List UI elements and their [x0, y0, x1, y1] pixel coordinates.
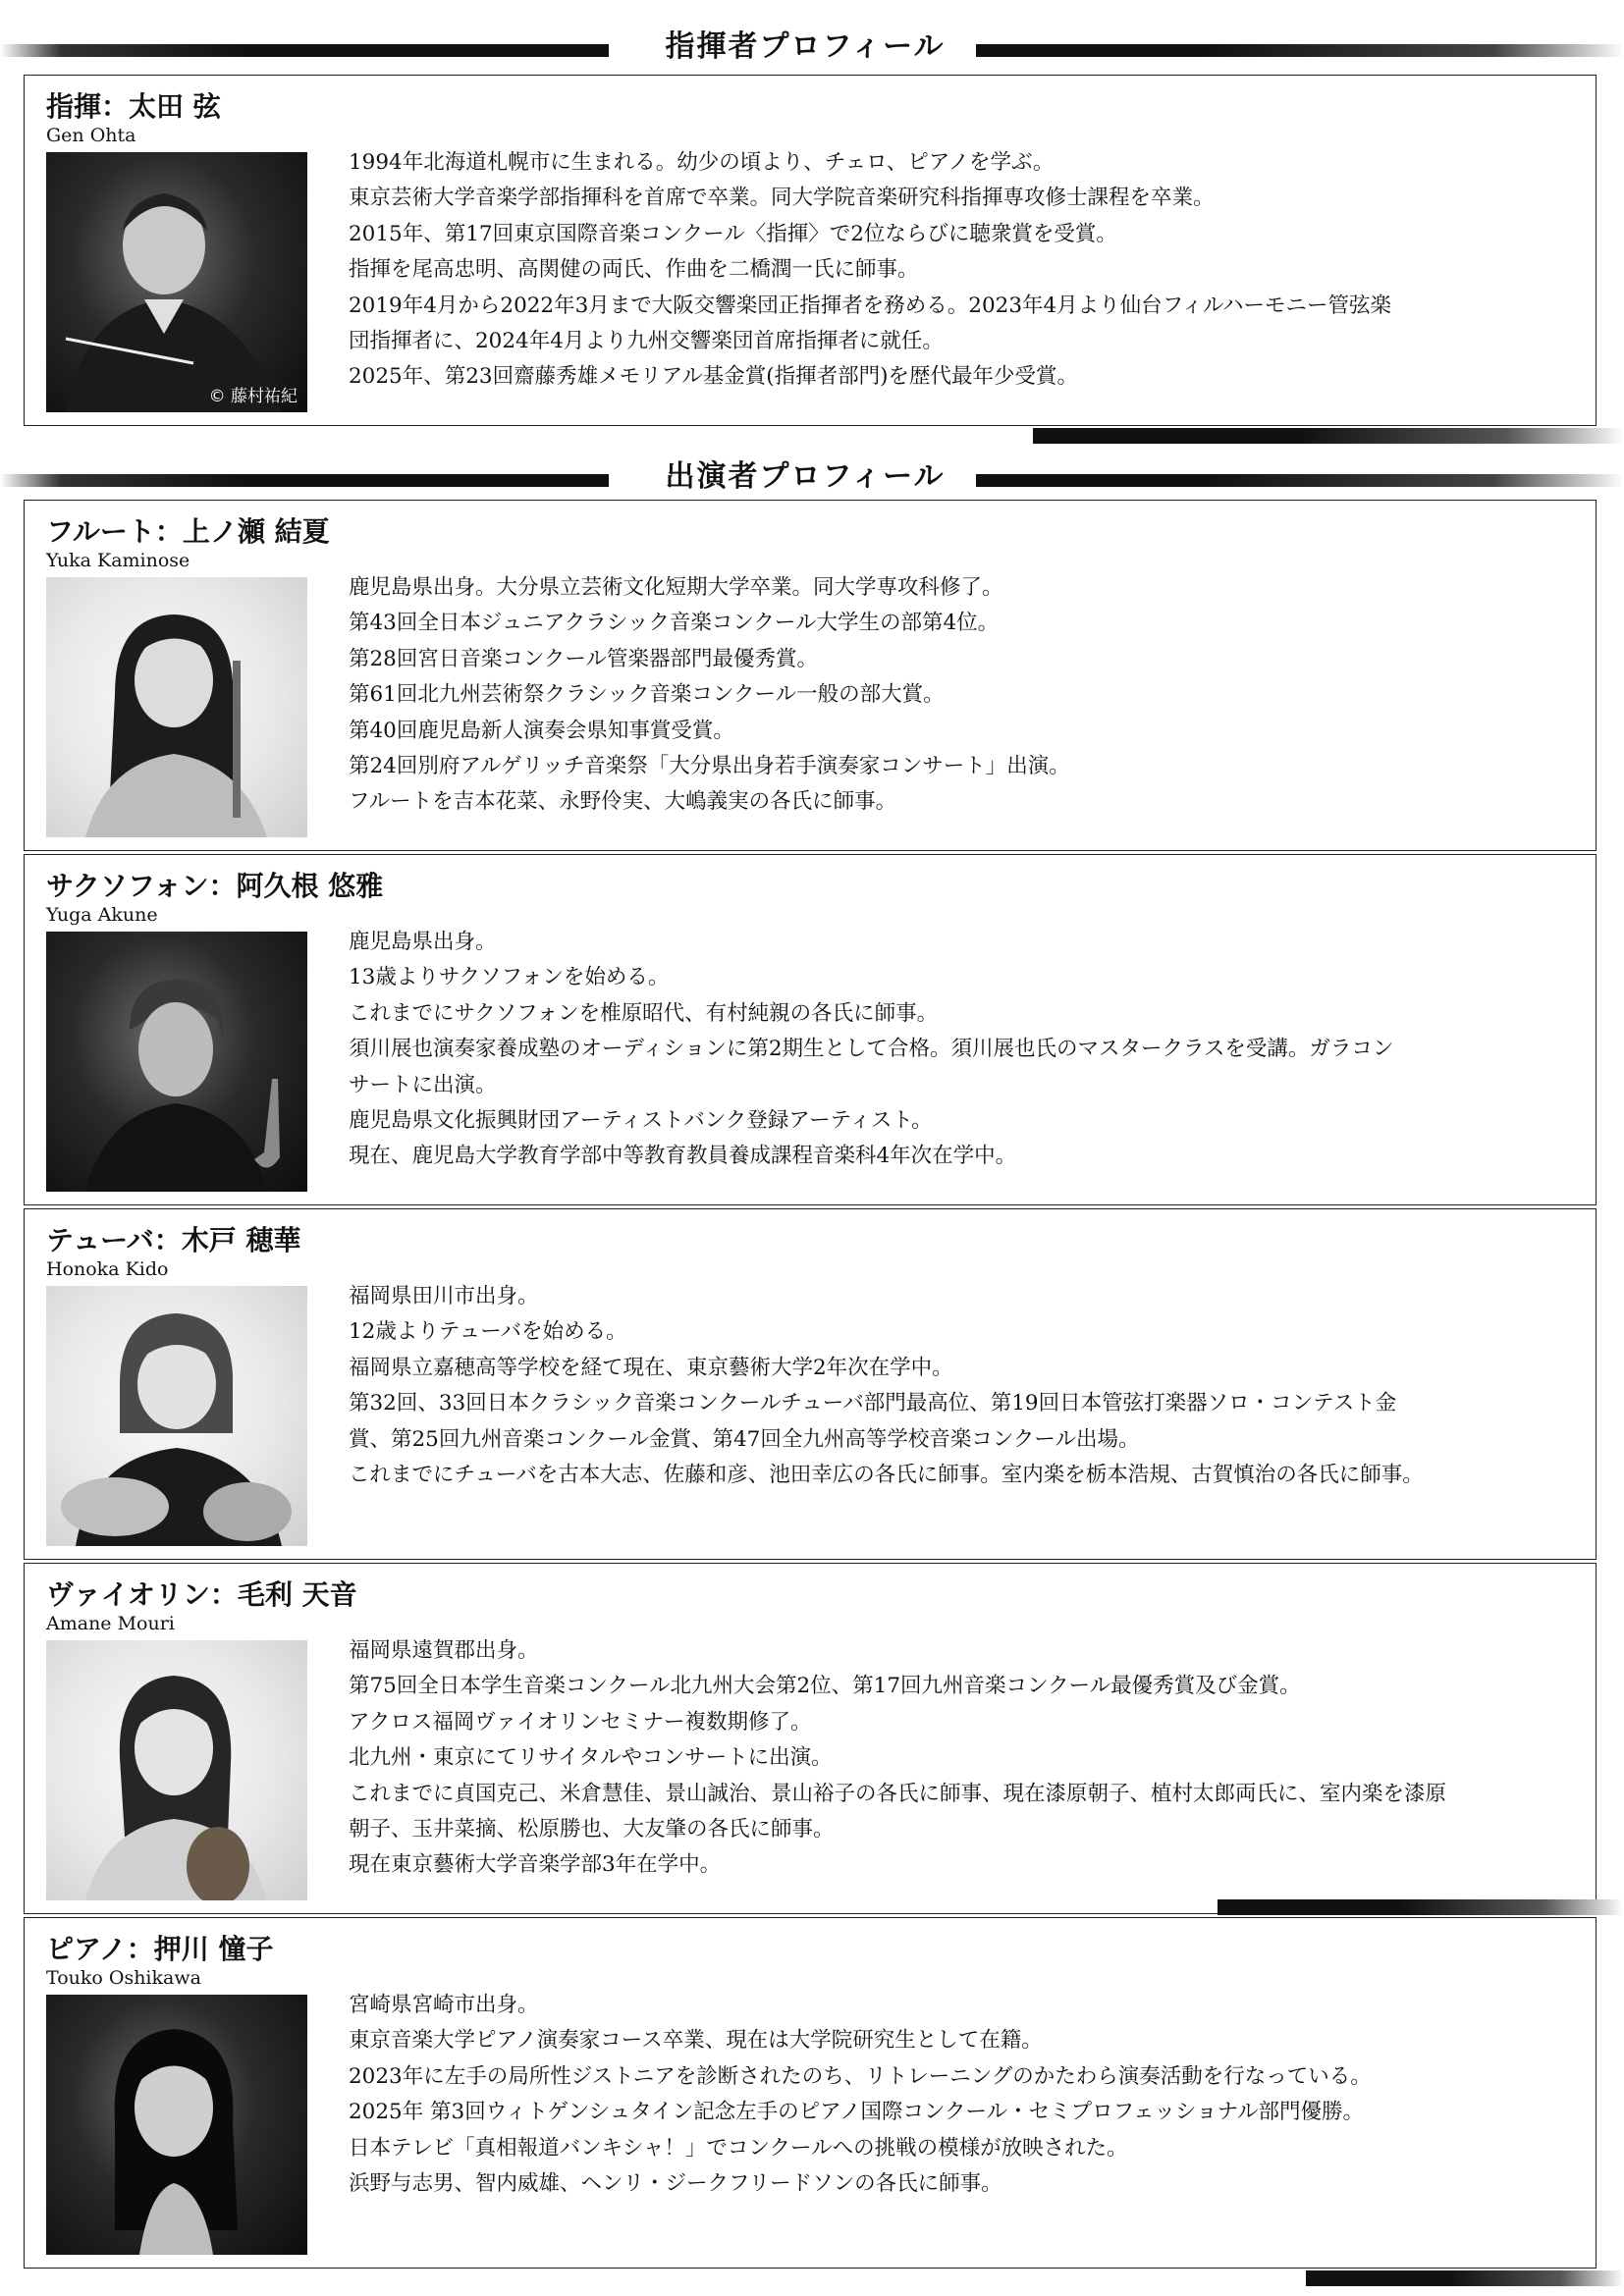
performers-section-header — [0, 450, 1624, 505]
violin-player-silhouette — [46, 1640, 307, 1900]
performer-profile-saxophone — [24, 854, 1597, 1205]
conductor-photo — [46, 152, 307, 412]
bio-line: これまでにチューバを古本大志、佐藤和彦、池田幸広の各氏に師事。室内楽を栃本浩規、古賀慎治の各氏に師事。 — [349, 1463, 1424, 1488]
performer-name: フルート：上ノ瀬 結夏 — [46, 515, 330, 548]
bio-line: 現在、鹿児島大学教育学部中等教育教員養成課程音楽科4年次在学中。 — [349, 1144, 1017, 1169]
bio-line: 北九州・東京にてリサイタルやコンサートに出演。 — [349, 1745, 833, 1771]
conductor-profile — [24, 75, 1597, 426]
tuba-player-silhouette — [46, 1286, 307, 1546]
performer-roman-name: Yuga Akune — [46, 904, 158, 926]
photo-credit: © 藤村祐紀 — [208, 387, 298, 406]
bio-line: アクロス福岡ヴァイオリンセミナー複数期修了。 — [349, 1709, 812, 1735]
performer-photo — [46, 932, 307, 1192]
bio-line: 鹿児島県文化振興財団アーティストバンク登録アーティスト。 — [349, 1108, 933, 1134]
header-rule-right — [976, 44, 1624, 57]
performers-section-title: 出演者プロフィール — [638, 457, 972, 497]
bio-line: サートに出演。 — [349, 1072, 497, 1097]
bio-line: 東京音楽大学ピアノ演奏家コース卒業、現在は大学院研究生として在籍。 — [349, 2028, 1043, 2054]
bio-line: 福岡県遠賀郡出身。 — [349, 1638, 539, 1663]
performer-profile-tuba — [24, 1208, 1597, 1560]
bio-line: 須川展也演奏家養成塾のオーディションに第2期生として合格。須川展也氏のマスタークラスを受講。ガラコン — [349, 1037, 1394, 1062]
bio-line: 日本テレビ「真相報道バンキシャ！」でコンクールへの挑戦の模様が放映された。 — [349, 2135, 1128, 2161]
performer-profile-flute — [24, 500, 1597, 851]
performer-photo — [46, 577, 307, 837]
bio-line: 第24回別府アルゲリッチ音楽祭「大分県出身若手演奏家コンサート」出演。 — [349, 754, 1070, 779]
decorative-sweep — [1306, 2270, 1624, 2286]
bio-line: 第28回宮日音楽コンクール管楽器部門最優秀賞。 — [349, 646, 819, 671]
conductor-roman-name: Gen Ohta — [46, 125, 136, 146]
bio-line: フルートを吉本花菜、永野伶実、大嶋義実の各氏に師事。 — [349, 789, 897, 815]
bio-line: 13歳よりサクソフォンを始める。 — [349, 965, 670, 990]
header-rule-right — [976, 474, 1624, 487]
bio-line: 団指揮者に、2024年4月より九州交響楽団首席指揮者に就任。 — [349, 329, 944, 354]
header-rule-left — [0, 44, 609, 57]
header-rule-left — [0, 474, 609, 487]
bio-line: 朝子、玉井菜摘、松原勝也、大友肇の各氏に師事。 — [349, 1817, 835, 1842]
bio-line: 指揮を尾高忠明、高関健の両氏、作曲を二橋潤一氏に師事。 — [349, 257, 919, 283]
performer-name: ヴァイオリン：毛利 天音 — [46, 1578, 357, 1611]
performer-bio — [349, 1988, 1576, 2202]
bio-line: 賞、第25回九州音楽コンクール金賞、第47回全九州高等学校音楽コンクール出場。 — [349, 1426, 1140, 1452]
decorative-sweep — [1218, 1899, 1624, 1915]
conductor-section-title: 指揮者プロフィール — [638, 27, 972, 67]
bio-line: これまでに貞国克己、米倉慧佳、景山誠治、景山裕子の各氏に師事、現在漆原朝子、植村太郎両氏に、室内楽を漆原 — [349, 1781, 1447, 1806]
performer-profile-violin — [24, 1563, 1597, 1914]
bio-line: 2015年、第17回東京国際音楽コンクール〈指揮〉で2位ならびに聴衆賞を受賞。 — [349, 221, 1117, 246]
bio-line: 2023年に左手の局所性ジストニアを診断されたのち、リトレーニングのかたわら演奏活動を行なっている。 — [349, 2063, 1372, 2089]
performer-roman-name: Honoka Kido — [46, 1258, 169, 1280]
conductor-name: 指揮：太田 弦 — [46, 90, 221, 123]
performer-roman-name: Amane Mouri — [46, 1613, 175, 1634]
performer-bio — [349, 1279, 1576, 1493]
performer-name: テューバ：木戸 穂華 — [46, 1224, 301, 1256]
bio-line: 第40回鹿児島新人演奏会県知事賞受賞。 — [349, 718, 734, 743]
bio-line: 第75回全日本学生音楽コンクール北九州大会第2位、第17回九州音楽コンクール最優秀賞及び金賞。 — [349, 1674, 1301, 1699]
performer-photo — [46, 1640, 307, 1900]
bio-line: 現在東京藝術大学音楽学部3年在学中。 — [349, 1852, 722, 1878]
bio-line: 東京芸術大学音楽学部指揮科を首席で卒業。同大学院音楽研究科指揮専攻修士課程を卒業。 — [349, 186, 1215, 211]
bio-line: 2025年、第23回齋藤秀雄メモリアル基金賞(指揮者部門)を歴代最年少受賞。 — [349, 364, 1078, 390]
bio-line: 1994年北海道札幌市に生まれる。幼少の頃より、チェロ、ピアノを学ぶ。 — [349, 150, 1055, 175]
bio-line: 第32回、33回日本クラシック音楽コンクールチューバ部門最高位、第19回日本管弦打楽器ソロ・コンテスト金 — [349, 1391, 1397, 1416]
performer-name: ピアノ：押川 憧子 — [46, 1933, 274, 1965]
saxophone-player-silhouette — [46, 932, 307, 1192]
performer-bio — [349, 570, 1576, 821]
performer-roman-name: Touko Oshikawa — [46, 1967, 201, 1989]
bio-line: 福岡県立嘉穂高等学校を経て現在、東京藝術大学2年次在学中。 — [349, 1355, 953, 1380]
bio-line: 2019年4月から2022年3月まで大阪交響楽団正指揮者を務める。2023年4月より仙台フィルハーモニー管弦楽 — [349, 293, 1391, 318]
performer-profile-piano — [24, 1917, 1597, 2269]
bio-line: 12歳よりテューバを始める。 — [349, 1319, 627, 1345]
performer-bio — [349, 1633, 1576, 1884]
bio-line: これまでにサクソフォンを椎原昭代、有村純親の各氏に師事。 — [349, 1000, 939, 1026]
performer-photo — [46, 1995, 307, 2255]
bio-line: 2025年 第3回ウィトゲンシュタイン記念左手のピアノ国際コンクール・セミプロフェッショナル部門優勝。 — [349, 2100, 1365, 2125]
conductor-silhouette — [46, 152, 307, 412]
bio-line: 鹿児島県出身。 — [349, 930, 497, 954]
bio-line: 宮崎県宮崎市出身。 — [349, 1993, 539, 2017]
performer-roman-name: Yuka Kaminose — [46, 550, 190, 571]
conductor-bio — [349, 145, 1576, 396]
conductor-section-header — [0, 20, 1624, 75]
decorative-sweep — [1033, 428, 1624, 444]
bio-line: 鹿児島県出身。大分県立芸術文化短期大学卒業。同大学専攻科修了。 — [349, 575, 1003, 600]
bio-line: 第61回北九州芸術祭クラシック音楽コンクール一般の部大賞。 — [349, 682, 945, 708]
performer-name: サクソフォン：阿久根 悠雅 — [46, 870, 384, 902]
bio-line: 浜野与志男、智内威雄、ヘンリ・ジークフリードソンの各氏に師事。 — [349, 2171, 1002, 2197]
pianist-silhouette — [46, 1995, 307, 2255]
performer-photo — [46, 1286, 307, 1546]
flute-player-silhouette — [46, 577, 307, 837]
bio-line: 第43回全日本ジュニアクラシック音楽コンクール大学生の部第4位。 — [349, 611, 1000, 636]
performer-bio — [349, 925, 1576, 1175]
bio-line: 福岡県田川市出身。 — [349, 1284, 539, 1308]
